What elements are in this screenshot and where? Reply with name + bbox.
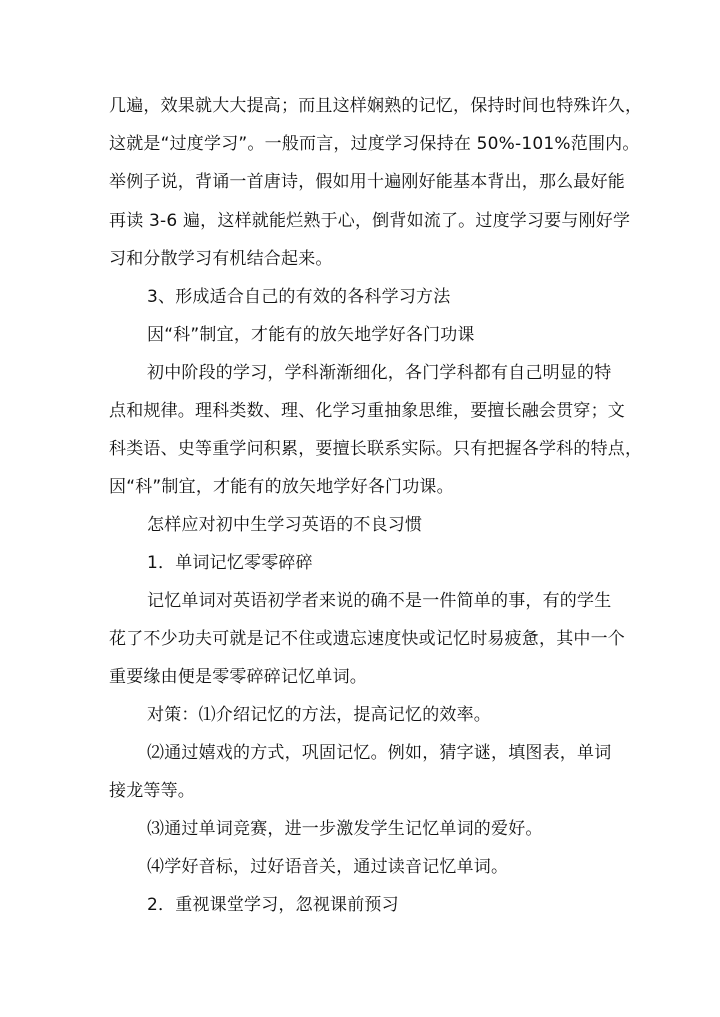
text-line: 再读 3-6 遍，这样就能烂熟于心，倒背如流了。过度学习要与刚好学 [109, 211, 631, 231]
subheading: 1．单词记忆零零碎碎 [147, 553, 313, 573]
text-line: 这就是“过度学习”。一般而言，过度学习保持在 50%-101%范围内。 [109, 134, 640, 154]
text-line: 点和规律。理科类数、理、化学习重抽象思维，要擅长融会贯穿；文 [109, 401, 625, 421]
text-line: 几遍，效果就大大提高；而且这样娴熟的记忆，保持时间也特殊许久， [109, 96, 643, 116]
text-line: 举例子说，背诵一首唐诗，假如用十遍刚好能基本背出，那么最好能 [109, 172, 625, 192]
subheading: 2．重视课堂学习，忽视课前预习 [147, 895, 399, 915]
section-heading: 怎样应对初中生学习英语的不良习惯 [147, 515, 423, 535]
text-line: 记忆单词对英语初学者来说的确不是一件简单的事，有的学生 [147, 591, 612, 611]
text-line: ⑷学好音标，过好语音关，通过读音记忆单词。 [147, 857, 509, 877]
text-line: 花了不少功夫可就是记不住或遗忘速度快或记忆时易疲惫，其中一个 [109, 629, 625, 649]
section-heading: 3、形成适合自己的有效的各科学习方法 [147, 287, 451, 307]
text-line: ⑶通过单词竞赛，进一步激发学生记忆单词的爱好。 [147, 819, 543, 839]
text-line: ⑵通过嬉戏的方式，巩固记忆。例如，猜字谜，填图表，单词 [147, 743, 612, 763]
subheading: 因“科”制宜，才能有的放矢地学好各门功课 [147, 325, 475, 345]
text-line: 因“科”制宜，才能有的放矢地学好各门功课。 [109, 477, 454, 497]
text-line: 科类语、史等重学问积累，要擅长联系实际。只有把握各学科的特点， [109, 439, 643, 459]
text-line: 重要缘由便是零零碎碎记忆单词。 [109, 667, 367, 687]
text-line: 接龙等等。 [109, 781, 195, 801]
text-line: 对策：⑴介绍记忆的方法，提高记忆的效率。 [147, 705, 491, 725]
text-line: 习和分散学习有机结合起来。 [109, 249, 333, 269]
text-line: 初中阶段的学习，学科渐渐细化，各门学科都有自己明显的特 [147, 363, 612, 383]
